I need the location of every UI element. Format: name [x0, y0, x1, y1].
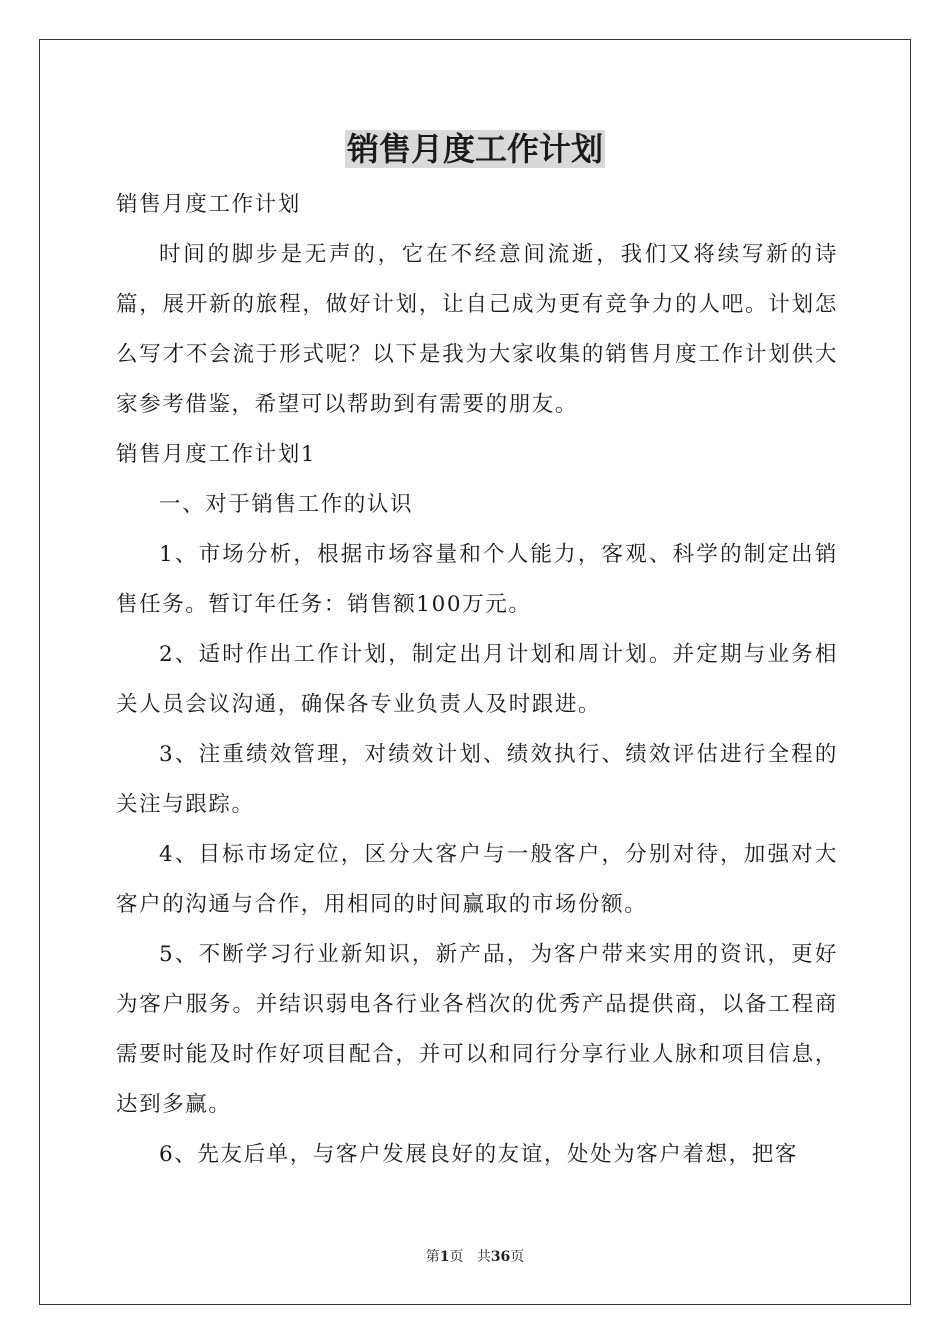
page-prefix: 第: [425, 1249, 440, 1265]
current-page-number: 1: [439, 1249, 450, 1265]
document-title: [0, 128, 950, 170]
page-suffix: 页: [449, 1249, 464, 1265]
total-suffix: 页: [510, 1249, 525, 1265]
subsection-heading: 一、对于销售工作的认识: [159, 492, 414, 517]
document-title-text: 销售月度工作计划: [346, 130, 603, 168]
intro-paragraph: 时间的脚步是无声的，它在不经意间流逝，我们又将续写新的诗篇，展开新的旅程，做好计划，让自己成为更有竞争力的人吧。计划怎么写才不会流于形式呢？以下是我为大家收集的销售月度工作计划供大家参考借鉴，希望可以帮助到有需要的朋友。: [116, 242, 838, 417]
subtitle-line: 销售月度工作计划: [116, 192, 301, 217]
page-footer: [0, 1248, 950, 1266]
total-prefix: 共: [476, 1249, 491, 1265]
list-item-6: 6、先友后单，与客户发展良好的友谊，处处为客户着想，把客: [159, 1142, 798, 1167]
list-item-1: 1、市场分析，根据市场容量和个人能力，客观、科学的制定出销售任务。暂订年任务：销售额100万元。: [116, 542, 838, 617]
list-item-5: 5、不断学习行业新知识，新产品，为客户带来实用的资讯，更好为客户服务。并结识弱电各行业各档次的优秀产品提供商，以备工程商需要时能及时作好项目配合，并可以和同行分享行业人脉和项目信息，达到多赢。: [116, 942, 838, 1117]
total-page-count: 36: [490, 1249, 511, 1265]
list-item-2: 2、适时作出工作计划，制定出月计划和周计划。并定期与业务相关人员会议沟通，确保各专业负责人及时跟进。: [116, 642, 838, 717]
list-item-4: 4、目标市场定位，区分大客户与一般客户，分别对待，加强对大客户的沟通与合作，用相同的时间赢取的市场份额。: [116, 842, 838, 917]
document-body: [116, 180, 838, 1180]
section-heading: 销售月度工作计划1: [116, 442, 317, 467]
list-item-3: 3、注重绩效管理，对绩效计划、绩效执行、绩效评估进行全程的关注与跟踪。: [116, 742, 838, 817]
